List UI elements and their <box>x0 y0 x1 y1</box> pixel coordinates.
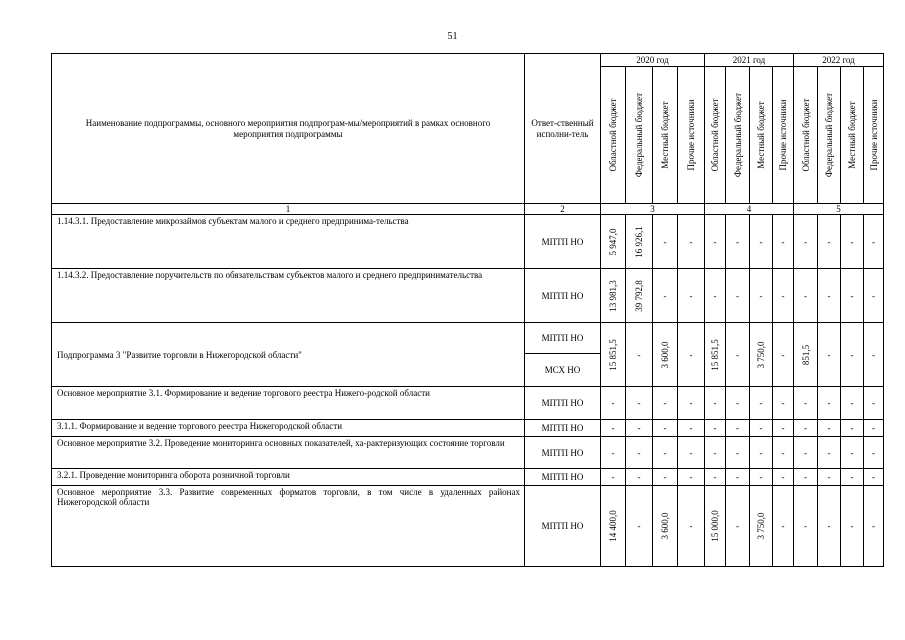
value-cell: - <box>705 469 726 486</box>
value-cell: - <box>705 215 726 269</box>
value-cell: - <box>864 387 884 420</box>
source-column-header <box>601 67 626 204</box>
value-cell <box>750 323 773 387</box>
value-cell: - <box>705 387 726 420</box>
source-column-header <box>818 67 841 204</box>
table-row <box>52 387 884 420</box>
column-number: 4 <box>705 204 794 215</box>
value-cell: - <box>726 469 750 486</box>
row-executor: МПТП НО <box>525 469 601 486</box>
value-cell <box>653 323 678 387</box>
value-cell: - <box>841 486 864 567</box>
value-text: 13 981,3 <box>608 279 618 312</box>
page-number: 51 <box>447 31 458 42</box>
source-column-header <box>726 67 750 204</box>
value-cell: - <box>626 387 653 420</box>
value-cell: - <box>626 437 653 469</box>
row-name: 3.1.1. Формирование и ведение торгового реестра Нижегородской области <box>52 420 525 437</box>
value-cell: - <box>726 420 750 437</box>
row-executor: МПТП НО <box>525 215 601 269</box>
value-cell: - <box>864 269 884 323</box>
source-label: Местный бюджет <box>756 101 766 169</box>
value-cell: - <box>750 437 773 469</box>
value-cell: - <box>864 469 884 486</box>
value-cell: - <box>705 420 726 437</box>
value-cell <box>750 486 773 567</box>
source-label: Федеральный бюджет <box>634 92 644 178</box>
value-text: 3 600,0 <box>660 341 670 368</box>
value-cell: - <box>653 469 678 486</box>
value-cell: - <box>601 387 626 420</box>
source-column-header <box>794 67 818 204</box>
value-text: 851,5 <box>800 344 811 365</box>
value-cell <box>794 323 818 387</box>
value-cell: - <box>841 437 864 469</box>
column-number: 2 <box>525 204 601 215</box>
row-name: Основное мероприятие 3.1. Формирование и ведение торгового реестра Нижего-родской области <box>52 387 525 420</box>
source-label: Областной бюджет <box>800 98 811 172</box>
source-label: Федеральный бюджет <box>732 92 743 178</box>
value-cell: - <box>653 437 678 469</box>
value-cell: - <box>864 420 884 437</box>
value-text: 16 926,1 <box>634 225 644 258</box>
year-header-2020: 2020 год <box>601 54 705 67</box>
value-cell: - <box>773 387 794 420</box>
value-cell: - <box>794 387 818 420</box>
source-column-header <box>864 67 884 204</box>
value-cell: - <box>705 437 726 469</box>
table-row <box>52 420 884 437</box>
value-cell: - <box>653 269 678 323</box>
value-cell <box>601 215 626 269</box>
source-column-header <box>773 67 794 204</box>
value-text: 3 600,0 <box>660 512 670 540</box>
value-text: 15 851,5 <box>608 338 618 371</box>
value-cell: - <box>864 215 884 269</box>
budget-table <box>51 53 884 567</box>
value-cell <box>705 486 726 567</box>
value-cell: - <box>678 269 705 323</box>
value-cell: - <box>773 323 794 387</box>
value-text: 14 400,0 <box>608 510 618 542</box>
value-cell <box>626 215 653 269</box>
value-cell: - <box>818 269 841 323</box>
source-column-header <box>705 67 726 204</box>
table-row <box>52 437 884 469</box>
name-column-header: Наименование подпрограммы, основного мероприятия подпрограм-мы/мероприятий в рамках основного мероприятия подпрограммы <box>52 54 525 204</box>
value-text: 39 792,8 <box>634 279 644 312</box>
value-cell: - <box>818 420 841 437</box>
year-header-2022: 2022 год <box>794 54 884 67</box>
value-cell: - <box>726 387 750 420</box>
row-name: 3.2.1. Проведение мониторинга оборота розничной торговли <box>52 469 525 486</box>
value-cell: - <box>818 469 841 486</box>
value-cell: - <box>818 387 841 420</box>
table-row <box>52 269 884 323</box>
value-cell: - <box>601 437 626 469</box>
value-cell: - <box>841 469 864 486</box>
value-cell: - <box>773 437 794 469</box>
value-cell <box>705 323 726 387</box>
value-cell: - <box>864 323 884 387</box>
value-cell: - <box>773 215 794 269</box>
source-label: Федеральный бюджет <box>824 92 834 178</box>
value-cell: - <box>678 387 705 420</box>
value-cell: - <box>750 269 773 323</box>
executor-column-header: Ответ-ственный исполни-тель <box>525 54 601 204</box>
source-label: Областной бюджет <box>608 98 618 172</box>
row-name: Основное мероприятие 3.2. Проведение мониторинга основных показателей, ха-рактеризующих состояние торговли <box>52 437 525 469</box>
row-executor: МПТП НО <box>525 323 601 354</box>
value-cell: - <box>841 323 864 387</box>
value-cell: - <box>818 437 841 469</box>
value-text: 3 750,0 <box>756 341 766 368</box>
value-cell: - <box>750 469 773 486</box>
value-text: 3 750,0 <box>756 512 766 540</box>
value-cell: - <box>794 420 818 437</box>
value-text: 15 851,5 <box>710 338 720 371</box>
value-cell: - <box>678 486 705 567</box>
source-label: Местный бюджет <box>660 101 670 169</box>
source-column-header <box>678 67 705 204</box>
value-cell: - <box>626 486 653 567</box>
value-cell: - <box>626 420 653 437</box>
value-cell <box>653 486 678 567</box>
value-cell <box>601 269 626 323</box>
source-label: Местный бюджет <box>847 101 857 169</box>
column-number: 5 <box>794 204 884 215</box>
value-cell: - <box>794 437 818 469</box>
value-cell: - <box>626 323 653 387</box>
source-column-header <box>626 67 653 204</box>
table-row <box>52 486 884 567</box>
value-cell: - <box>726 437 750 469</box>
row-executor: МСХ НО <box>525 354 601 387</box>
value-cell: - <box>678 469 705 486</box>
row-executor: МПТП НО <box>525 387 601 420</box>
value-cell: - <box>726 486 750 567</box>
table-row <box>52 215 884 269</box>
value-cell: - <box>794 269 818 323</box>
row-name: 1.14.3.1. Предоставление микрозаймов субъектам малого и среднего предпринима-тельства <box>52 215 525 269</box>
value-text: 15 000,0 <box>710 510 720 542</box>
value-cell: - <box>773 486 794 567</box>
row-name: Подпрограмма 3 "Развитие торговли в Нижегородской области" <box>52 323 525 387</box>
value-cell: - <box>678 215 705 269</box>
value-cell: - <box>678 437 705 469</box>
value-cell: - <box>726 269 750 323</box>
value-cell: - <box>794 215 818 269</box>
value-cell: - <box>794 486 818 567</box>
row-executor: МПТП НО <box>525 486 601 567</box>
header-year-row <box>52 54 884 67</box>
value-cell: - <box>705 269 726 323</box>
column-number: 1 <box>52 204 525 215</box>
table-row <box>52 469 884 486</box>
value-cell: - <box>678 323 705 387</box>
value-cell: - <box>726 323 750 387</box>
value-cell <box>626 269 653 323</box>
value-cell <box>601 323 626 387</box>
source-label: Прочие источники <box>778 99 788 171</box>
source-column-header <box>750 67 773 204</box>
value-cell: - <box>653 387 678 420</box>
source-column-header <box>841 67 864 204</box>
row-name: 1.14.3.2. Предоставление поручительств по обязательствам субъектов малого и среднего предпринимательства <box>52 269 525 323</box>
value-cell: - <box>864 486 884 567</box>
value-cell: - <box>841 215 864 269</box>
row-executor: МПТП НО <box>525 420 601 437</box>
value-cell: - <box>653 215 678 269</box>
value-cell: - <box>678 420 705 437</box>
column-number: 3 <box>601 204 705 215</box>
value-cell: - <box>626 469 653 486</box>
source-column-header <box>653 67 678 204</box>
source-label: Прочие источники <box>868 99 879 171</box>
column-number-row <box>52 204 884 215</box>
value-cell: - <box>750 387 773 420</box>
value-cell: - <box>773 269 794 323</box>
value-cell: - <box>864 437 884 469</box>
year-header-2021: 2021 год <box>705 54 794 67</box>
value-cell <box>601 486 626 567</box>
table-row <box>52 323 884 354</box>
value-cell: - <box>773 469 794 486</box>
value-cell: - <box>726 215 750 269</box>
value-cell: - <box>818 323 841 387</box>
value-cell: - <box>818 486 841 567</box>
row-executor: МПТП НО <box>525 437 601 469</box>
value-cell: - <box>841 387 864 420</box>
row-name: Основное мероприятие 3.3. Развитие современных форматов торговли, в том числе в удаленных районах Нижегородской области <box>52 486 525 567</box>
value-cell: - <box>750 420 773 437</box>
value-cell: - <box>841 269 864 323</box>
value-cell: - <box>750 215 773 269</box>
value-cell: - <box>773 420 794 437</box>
value-text: 5 947,0 <box>608 228 618 255</box>
source-label: Областной бюджет <box>710 98 720 172</box>
row-executor: МПТП НО <box>525 269 601 323</box>
source-label: Прочие источники <box>686 99 696 171</box>
value-cell: - <box>841 420 864 437</box>
value-cell: - <box>601 420 626 437</box>
value-cell: - <box>601 469 626 486</box>
value-cell: - <box>818 215 841 269</box>
value-cell: - <box>653 420 678 437</box>
value-cell: - <box>794 469 818 486</box>
